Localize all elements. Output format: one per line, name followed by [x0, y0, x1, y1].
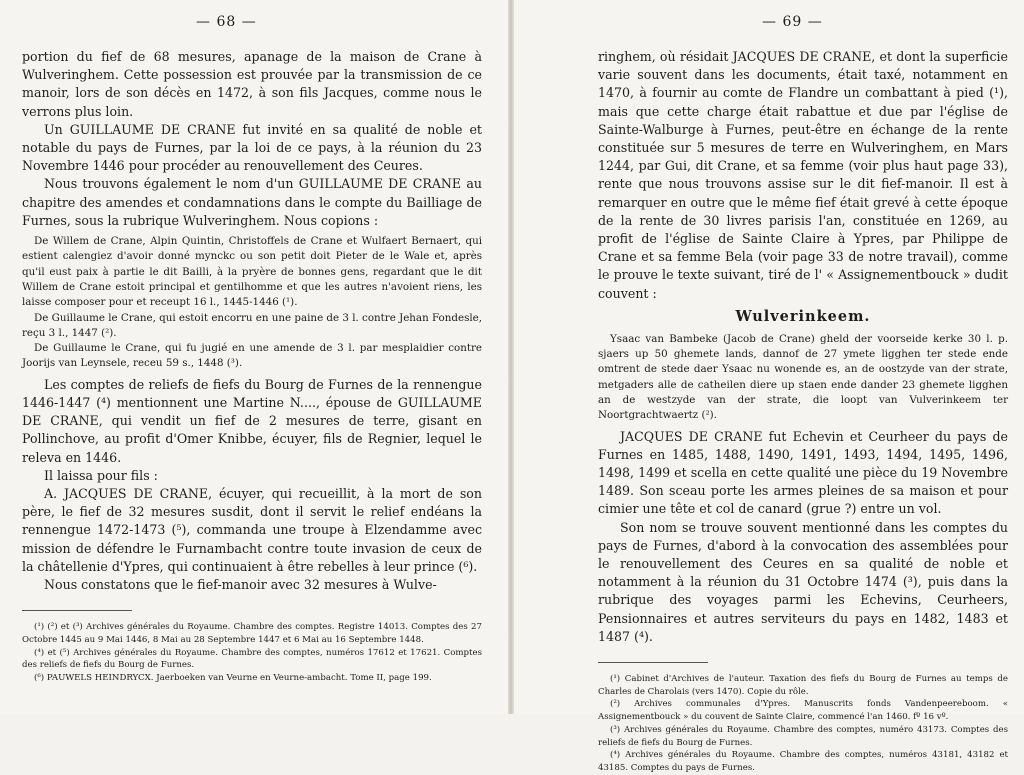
left-page [22, 14, 482, 685]
left-paragraph-4: Les comptes de reliefs de fiefs du Bourg de Furnes de la rennengue 1446-1447 (⁴) mentionnent une Martine N...., épouse de GUILLAUME DE CRANE, qui vendit un fief de 2 mesures de terre, gisant en Pollinchove, au profit d'Omer Knibbe, écuyer, fils de Regnier, lequel le releva en 1446. [22, 376, 482, 465]
left-footnotes [22, 621, 482, 685]
right-paragraph-1: ringhem, où résidait JACQUES DE CRANE, et dont la superficie varie souvent dans les documents, était taxé, notamment en 1470, à fournir au comte de Flandre un combattant à pied (¹), mais que cette charge était rabattue et due par l'église de Sainte-Walburge à Furnes, peut-être en échange de la rente constituée sur 5 mesures de terre en Wulveringhem, en Mars 1244, par Gui, dit Crane, et sa femme (voir plus haut page 33), rente que nous trouvons assise sur le dit fief-manoir. Il est à remarquer en outre que le même fief était grevé à cette époque de la rente de 30 livres parisis l'an, constituée en 1269, au profit de l'église de Sainte Claire à Ypres, par Philippe de Crane et sa femme Bela (voir page 33 de notre travail), comme le prouve le texte suivant, tiré de l' « Assignementbouck » dudit couvent : [598, 49, 1008, 301]
left-paragraph-7: Nous constatons que le fief-manoir avec 32 mesures à Wulve- [44, 576, 437, 592]
left-paragraph-2: Un GUILLAUME DE CRANE fut invité en sa qualité de noble et notable du pays de Furnes, par la loi de ce pays, à la réunion du 23 Novembre 1446 pour procéder au renouvellement des Ceures. [22, 121, 482, 174]
right-paragraph-3: Son nom se trouve souvent mentionné dans les comptes du pays de Furnes, d'abord à la convocation des assemblées pour le renouvellement des Ceures en sa qualité de noble et notamment à la réunion du 31 Octobre 1474 (³), puis dans la rubrique des voyages parmi les Echevins, Ceurheers, Pensionnaires et autres serviteurs du pays en 1482, 1483 et 1487 (⁴). [598, 519, 1008, 644]
left-quote-1: De Willem de Crane, Alpin Quintin, Christoffels de Crane et Wulfaert Bernaert, qui estient calengiez d'avoir donné mynckc ou son petit doit Pieter de le Wale et, après qu'il eust paix à partie le dit Bailli, à la pryère de bonnes gens, regardant que le dit Willem de Crane estoit principal et gentilhomme et que les autres n'avoient riens, les laisse composer pour et receupt 16 l., 1445-1446 (¹). [22, 235, 482, 309]
right-footnote-3: (³) Archives générales du Royaume. Chambre des comptes, numéro 43173. Comptes des reliefs de fiefs du Bourg de Furnes. [598, 724, 1008, 748]
right-page-body [598, 48, 1008, 646]
right-footnote-4: (⁴) Archives générales du Royaume. Chambre des comptes, numéros 43181, 43182 et 43185. Comptes du pays de Furnes. [598, 750, 1008, 773]
right-footnote-rule [598, 662, 708, 663]
right-quote: Ysaac van Bambeke (Jacob de Crane) gheld der voorseide kerke 30 l. p. sjaers up 50 ghemete lands, dannof de 27 ymete ligghen ter stede ende omtrent de stede daer Ysaac nu wonende es, an de oostzyde van der strate, metgaders alle de catheilen diere up staen ende dander 23 ghemete ligghen an de westzyde van der strate, die loopt van Vulverinkeem ter Noortgrachtwaertz (²). [598, 332, 1008, 422]
right-page [598, 14, 1008, 775]
left-page-number: — 68 — [196, 14, 257, 30]
left-paragraph-3: Nous trouvons également le nom d'un GUILLAUME DE CRANE au chapitre des amendes et condamnations dans le compte du Bailliage de Furnes, sous la rubrique Wulveringhem. Nous copions : [22, 176, 482, 228]
left-page-body [22, 48, 482, 594]
right-footnote-1: (¹) Cabinet d'Archives de l'auteur. Taxation des fiefs du Bourg de Furnes au temps de Charles de Charolais (vers 1470). Copie du rôle. [598, 674, 1008, 697]
left-footnote-1: (¹) (²) et (³) Archives générales du Royaume. Chambre des comptes. Registre 14013. Comptes des 27 Octobre 1445 au 9 Mai 1446, 8 Mai au 28 Septembre 1447 et 6 Mai au 16 Septembre 1448. [22, 622, 482, 645]
right-footnote-2: (²) Archives communales d'Ypres. Manuscrits fonds Vandenpeereboom. « Assignementbouck » du couvent de Sainte Claire, commencé l'an 1460. fº 16 vº. [598, 699, 1008, 723]
left-paragraph-1: portion du fief de 68 mesures, apanage de la maison de Crane à Wulveringhem. Cette possession est prouvée par la transmission de ce manoir, lors de son décès en 1472, à son fils Jacques, comme nous le verrons plus loin. [22, 49, 482, 119]
gothic-heading: Wulverinkeem. [735, 307, 871, 325]
left-quote-3: De Guillaume le Crane, qui fu jugié en une amende de 3 l. par mesplaidier contre Joorijs van Leynsele, receu 59 s., 1448 (³). [22, 342, 482, 370]
left-paragraph-5: Il laissa pour fils : [44, 467, 158, 483]
left-footnote-3: (⁶) PAUWELS HEINDRYCX. Jaerboeken van Veurne en Veurne-ambacht. Tome II, page 199. [34, 672, 432, 683]
left-quote-2: De Guillaume le Crane, qui estoit encorru en une paine de 3 l. contre Jehan Fondesle, reçu 3 l., 1447 (²). [22, 311, 483, 339]
book-gutter [508, 0, 514, 714]
left-footnote-rule [22, 610, 132, 611]
right-paragraph-2: JACQUES DE CRANE fut Echevin et Ceurheer du pays de Furnes en 1485, 1488, 1490, 1491, 1493, 1494, 1495, 1496, 1498, 1499 et scella en cette qualité une pièce du 19 Novembre 1489. Son sceau porte les armes pleines de sa maison et pour cimier une tête et col de canard (grue ?) entre un vol. [598, 428, 1008, 517]
right-page-number: — 69 — [762, 14, 823, 30]
left-footnote-2: (⁴) et (⁵) Archives générales du Royaume. Chambre des comptes, numéros 17612 et 17621. Comptes des reliefs de fiefs du Bourg de Furnes. [22, 647, 482, 671]
right-footnotes [598, 673, 1008, 775]
left-paragraph-6: A. JACQUES DE CRANE, écuyer, qui recueillit, à la mort de son père, le fief de 32 mesures susdit, dont il servit le relief endéans la rennengue 1472-1473 (⁵), commanda une troupe à Elzendamme avec mission de défendre le Furnambacht contre toute invasion de ceux de la châtellenie d'Ypres, qui continuaient à être rebelles à leur prince (⁶). [22, 485, 482, 574]
